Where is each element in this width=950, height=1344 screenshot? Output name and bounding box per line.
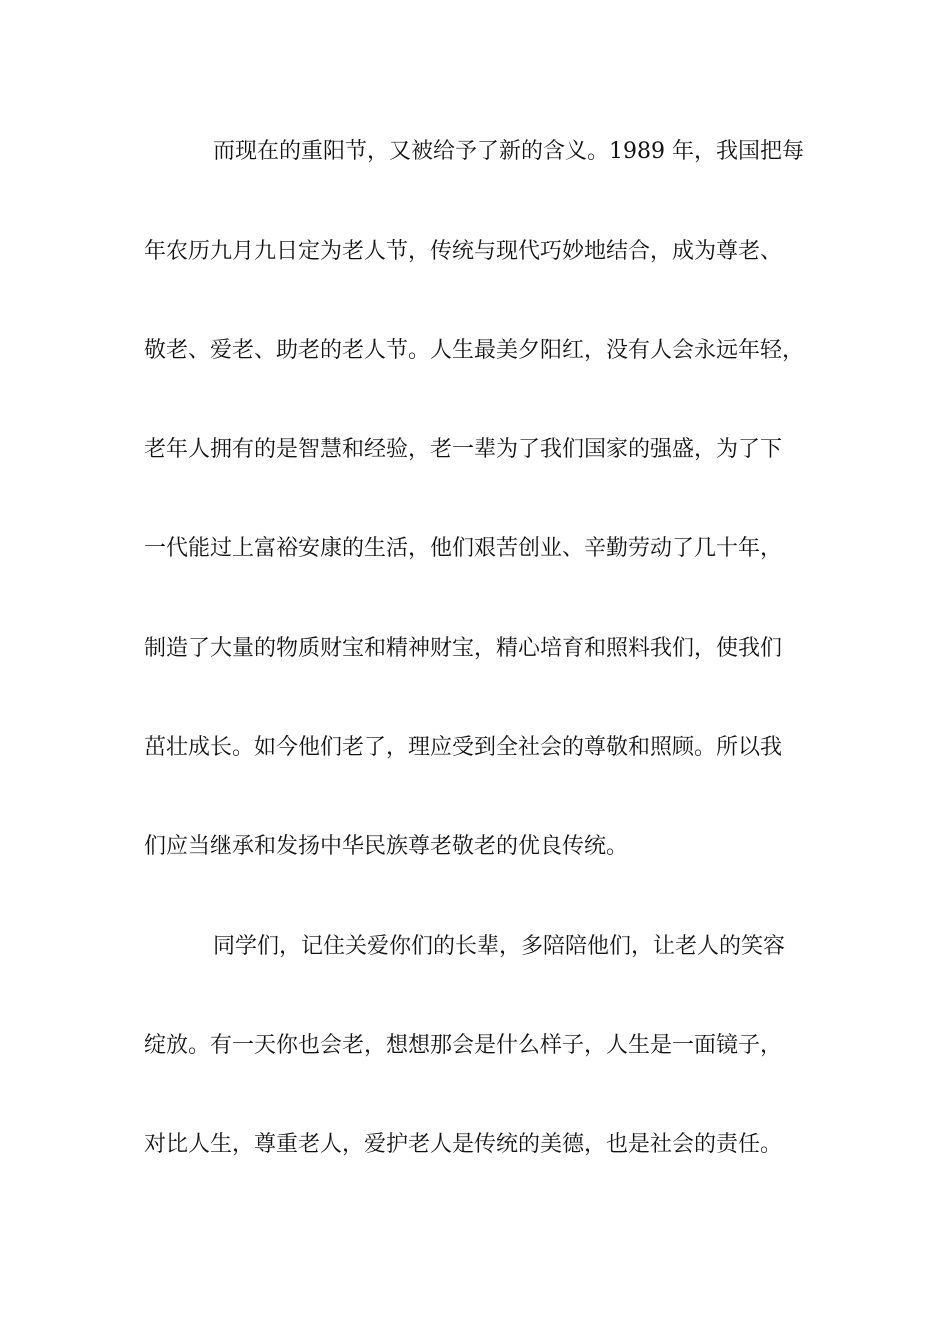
paragraph-line: 们应当继承和发扬中华民族尊老敬老的优良传统。 (144, 834, 629, 859)
paragraph-line: 绽放。有一天你也会老，想想那会是什么样子，人生是一面镜子， (144, 1033, 783, 1058)
paragraph-line: 对比人生，尊重老人，爱护老人是传统的美德，也是社会的责任。 (144, 1132, 783, 1157)
paragraph-line: 一代能过上富裕安康的生活，他们艰苦创业、辛勤劳动了几十年， (144, 536, 783, 561)
paragraph-line: 制造了大量的物质财宝和精神财宝，精心培育和照料我们，使我们 (144, 636, 783, 661)
paragraph-line: 而现在的重阳节，又被给予了新的含义。1989 年，我国把每 (213, 139, 804, 164)
paragraph-line: 茁壮成长。如今他们老了，理应受到全社会的尊敬和照顾。所以我 (144, 735, 783, 760)
paragraph-line: 同学们，记住关爱你们的长辈，多陪陪他们，让老人的笑容 (213, 934, 786, 959)
paragraph-line: 敬老、爱老、助老的老人节。人生最美夕阳红，没有人会永远年轻， (144, 338, 805, 363)
paragraph-line: 年农历九月九日定为老人节，传统与现代巧妙地结合，成为尊老、 (144, 239, 783, 264)
paragraph-line: 老年人拥有的是智慧和经验，老一辈为了我们国家的强盛，为了下 (144, 437, 783, 462)
